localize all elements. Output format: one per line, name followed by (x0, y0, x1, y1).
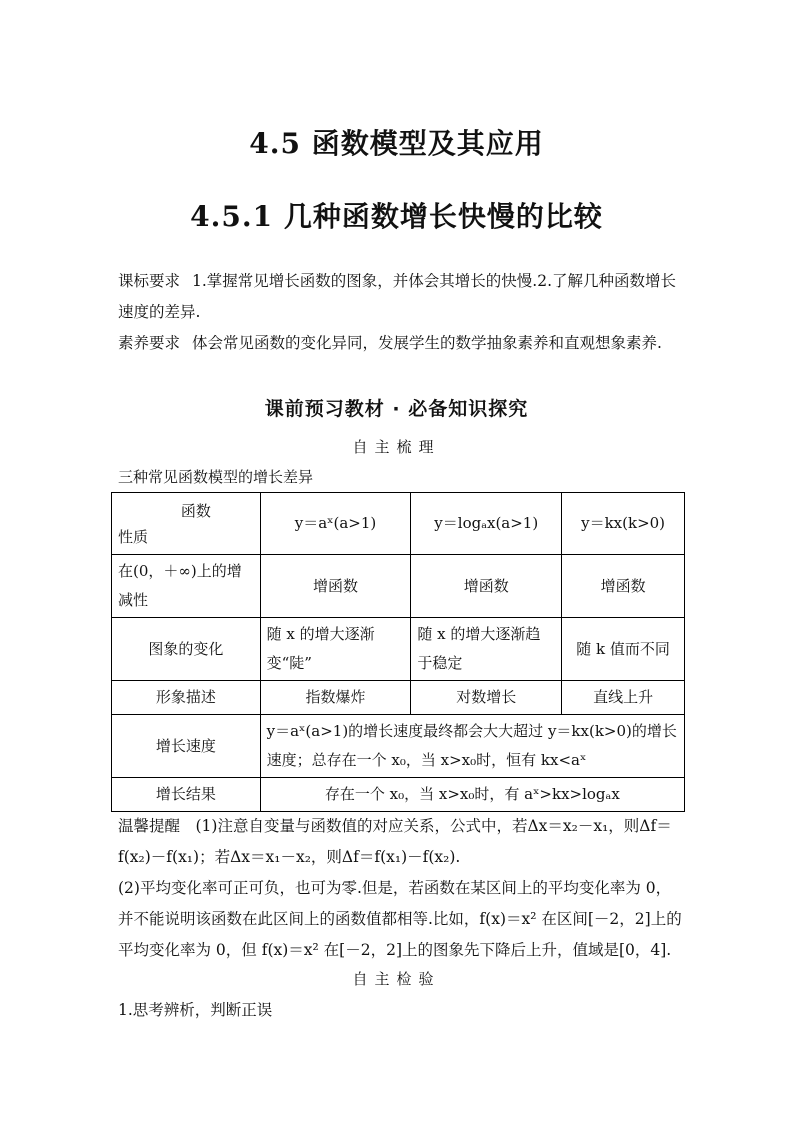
table-cell: 增函数 (562, 555, 685, 618)
table-header-row (112, 493, 685, 555)
table-row (112, 618, 685, 681)
table-cell: 增函数 (260, 555, 411, 618)
table-merged-cell: 存在一个 x₀，当 x>x₀时，有 aˣ>kx>logₐx (260, 778, 684, 812)
curriculum-requirement (118, 266, 683, 328)
col-header-linear: y＝kx(k>0) (562, 493, 685, 555)
corner-bottom-label: 性质 (118, 527, 149, 546)
exercise-item: 1.思考辨析，判断正误 (118, 1001, 273, 1019)
curriculum-text: 1.掌握常见增长函数的图象，并体会其增长的快慢.2.了解几种函数增长速度的差异. (118, 272, 677, 321)
subsection-title: 4.5.1 几种函数增长快慢的比较 (190, 200, 603, 233)
row-label: 在(0，＋∞)上的增减性 (112, 555, 261, 618)
reminder-paragraph-2: (2)平均变化率可正可负，也可为零.但是，若函数在某区间上的平均变化率为 0，并不能说明该函数在此区间上的函数值都相等.比如，f(x)＝x² 在区间[－2，2]上的平均变化率为 0，但 f(x)＝x² 在[－2，2]上的图象先下降后上升，值域是[0，4]. (118, 879, 682, 959)
row-label: 形象描述 (112, 681, 261, 715)
table-row (112, 715, 685, 778)
row-label: 增长结果 (112, 778, 261, 812)
table-row (112, 555, 685, 618)
table-corner-cell (112, 493, 261, 555)
table-cell: 随 x 的增大逐渐变“陡” (260, 618, 411, 681)
section-title: 4.5 函数模型及其应用 (249, 127, 544, 160)
table-row (112, 681, 685, 715)
table-cell: 指数爆炸 (260, 681, 411, 715)
literacy-label: 素养要求 (118, 334, 181, 352)
table-row (112, 778, 685, 812)
table-cell: 直线上升 (562, 681, 685, 715)
section-heading: 课前预习教材 · 必备知识探究 (264, 398, 529, 420)
literacy-requirement (118, 328, 683, 359)
literacy-text: 体会常见函数的变化异同，发展学生的数学抽象素养和直观想象素养. (192, 334, 662, 352)
sub-heading-check: 自主检验 (352, 970, 441, 988)
table-cell: 增函数 (411, 555, 562, 618)
reminder-paragraph-1: 温馨提醒 (1)注意自变量与函数值的对应关系，公式中，若Δx＝x₂－x₁，则Δf＝f(x₂)－f(x₁)；若Δx＝x₁－x₂，则Δf＝f(x₁)－f(x₂). (118, 817, 672, 866)
table-caption: 三种常见函数模型的增长差异 (118, 468, 314, 486)
corner-top-label: 函数 (180, 501, 211, 520)
col-header-exponential: y＝aˣ(a>1) (260, 493, 411, 555)
sub-heading-review: 自主梳理 (352, 438, 441, 456)
row-label: 增长速度 (112, 715, 261, 778)
curriculum-label: 课标要求 (118, 272, 181, 290)
row-label: 图象的变化 (112, 618, 261, 681)
table-merged-cell: y＝aˣ(a>1)的增长速度最终都会大大超过 y＝kx(k>0)的增长速度；总存在一个 x₀，当 x>x₀时，恒有 kx<aˣ (260, 715, 684, 778)
table-cell: 对数增长 (411, 681, 562, 715)
table-cell: 随 k 值而不同 (562, 618, 685, 681)
col-header-logarithmic: y＝logₐx(a>1) (411, 493, 562, 555)
comparison-table (111, 492, 685, 812)
table-cell: 随 x 的增大逐渐趋于稳定 (411, 618, 562, 681)
